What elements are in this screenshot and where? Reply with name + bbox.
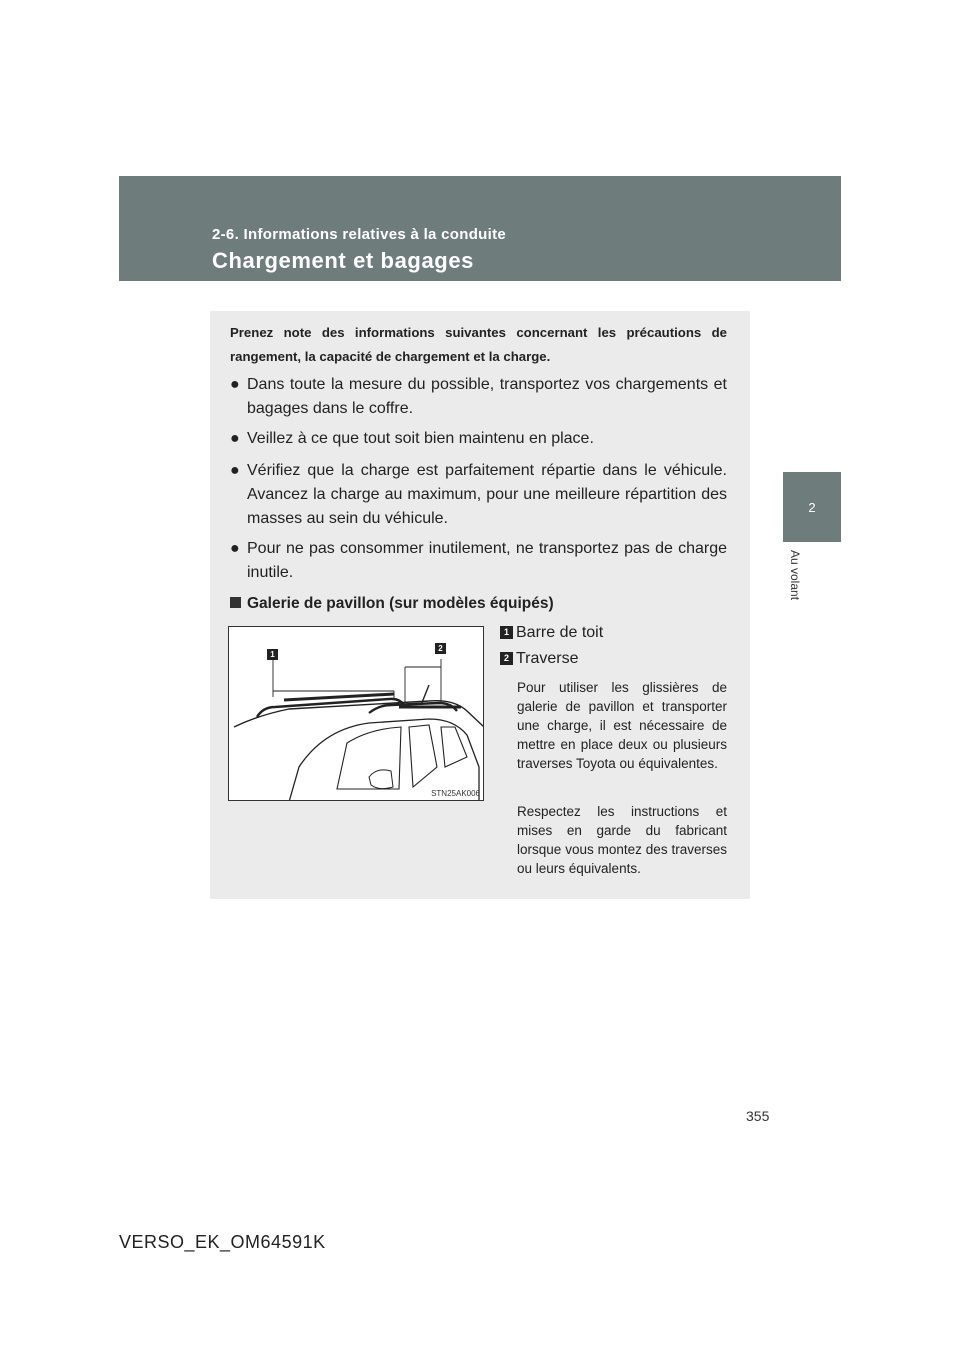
legend-number: 1 — [500, 626, 513, 639]
bullet-item — [230, 427, 727, 451]
legend-label: Traverse — [516, 650, 579, 667]
chapter-side-label: Au volant — [788, 550, 802, 601]
content-box — [210, 311, 750, 899]
bullet-text: Veillez à ce que tout soit bien maintenu en place. — [247, 430, 594, 447]
figure-code: STN25AK006 — [431, 789, 480, 798]
section-label: 2-6. Informations relatives à la conduite — [212, 226, 507, 243]
bullet-item — [230, 537, 727, 585]
callout-2-badge: 2 — [435, 643, 446, 654]
bullet-dot-icon: ● — [230, 462, 240, 479]
chapter-number: 2 — [808, 499, 816, 515]
square-bullet-icon — [230, 597, 241, 608]
chapter-tab — [783, 472, 841, 542]
legend-number: 2 — [500, 652, 513, 665]
legend-label: Barre de toit — [516, 624, 604, 641]
bullet-dot-icon: ● — [230, 540, 240, 557]
subheading — [230, 593, 554, 615]
bullet-text: Pour ne pas consommer inutilement, ne transportez pas de charge inutile. — [247, 540, 727, 581]
intro-text: Prenez note des informations suivantes concernant les précautions de rangement, la capacité de chargement et la charge. — [230, 325, 727, 364]
bullet-dot-icon: ● — [230, 376, 240, 393]
bullet-text: Dans toute la mesure du possible, transportez vos chargements et bagages dans le coffre. — [247, 376, 727, 417]
document-code: VERSO_EK_OM64591K — [119, 1232, 326, 1252]
legend-item-roof-bar — [500, 622, 603, 644]
bullet-dot-icon: ● — [230, 430, 240, 447]
callout-1-badge: 1 — [267, 649, 278, 660]
bullet-item — [230, 459, 727, 531]
subheading-text: Galerie de pavillon (sur modèles équipés) — [247, 595, 554, 612]
chapter-header — [119, 176, 841, 281]
page-title: Chargement et bagages — [212, 248, 475, 273]
legend-item-crossbar — [500, 648, 579, 670]
page-number: 355 — [746, 1108, 770, 1124]
bullet-text: Vérifiez que la charge est parfaitement répartie dans le véhicule. Avancez la charge au maximum, pour une meilleure répartition des masses au sein du véhicule. — [247, 462, 727, 527]
roof-rack-illustration — [228, 626, 484, 801]
note-paragraph: Pour utiliser les glissières de galerie de pavillon et transporter une charge, il est nécessaire de mettre en place deux ou plusieurs traverses Toyota ou équivalentes. — [517, 680, 727, 771]
note-paragraph: Respectez les instructions et mises en garde du fabricant lorsque vous montez des traverses ou leurs équivalents. — [517, 804, 727, 876]
bullet-item — [230, 373, 727, 421]
